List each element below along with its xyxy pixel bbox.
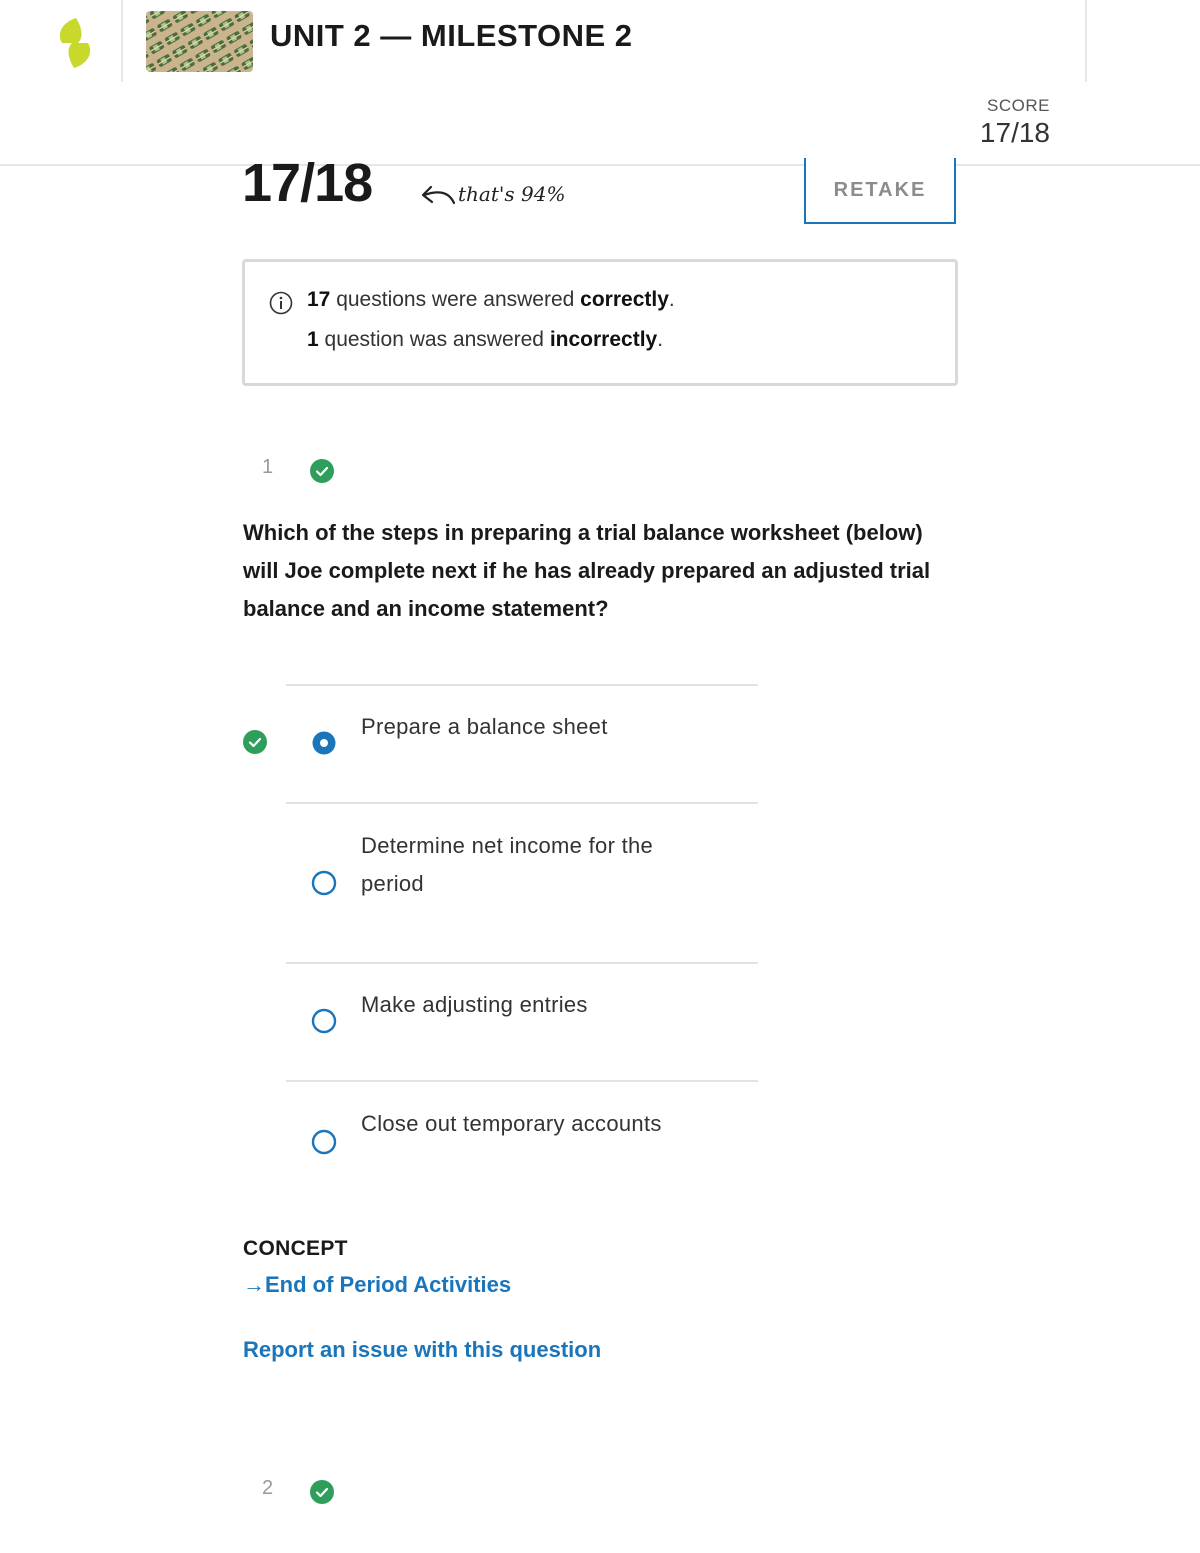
concept-link-text: End of Period Activities xyxy=(265,1272,512,1297)
choice-label[interactable]: Close out temporary accounts xyxy=(361,1111,662,1136)
info-icon xyxy=(269,291,293,315)
incorrect-text: question was answered xyxy=(318,328,550,351)
incorrect-summary xyxy=(307,328,663,352)
report-issue-link[interactable]: Report an issue with this question xyxy=(243,1337,602,1362)
correct-answer-check-icon xyxy=(242,729,268,755)
correct-summary xyxy=(307,288,675,312)
incorrect-word: incorrectly xyxy=(549,328,658,351)
radio-unselected-icon[interactable] xyxy=(311,1129,337,1155)
choice-divider xyxy=(286,802,758,804)
left-arrow-icon xyxy=(420,178,460,214)
big-score: 17/18 xyxy=(242,153,373,213)
question-number: 1 xyxy=(262,456,274,478)
correct-word: correctly xyxy=(580,288,669,311)
score-annotation xyxy=(420,178,570,214)
correct-count: 17 xyxy=(307,288,331,311)
header-divider-right xyxy=(1085,0,1087,82)
app-header xyxy=(0,0,1200,166)
unit-thumbnail xyxy=(146,11,253,72)
correct-check-icon xyxy=(309,1479,335,1505)
unit-title: UNIT 2 — MILESTONE 2 xyxy=(270,18,633,53)
choice-label[interactable]: Make adjusting entries xyxy=(361,992,588,1017)
correct-check-icon xyxy=(309,458,335,484)
score-value: 17/18 xyxy=(979,117,1050,148)
choice-label[interactable]: Prepare a balance sheet xyxy=(361,714,608,739)
arrow-right-icon: → xyxy=(243,1272,265,1297)
choice-divider xyxy=(286,962,758,964)
choice-label[interactable]: Determine net income for the period xyxy=(361,833,654,896)
concept-label: CONCEPT xyxy=(243,1237,348,1260)
radio-unselected-icon[interactable] xyxy=(311,870,337,896)
radio-selected-icon[interactable] xyxy=(311,730,337,756)
choice-divider xyxy=(286,684,758,686)
radio-unselected-icon[interactable] xyxy=(311,1008,337,1034)
annotation-text: that's 94% xyxy=(458,182,566,206)
retake-button[interactable]: RETAKE xyxy=(804,158,956,224)
question-text: Which of the steps in preparing a trial balance worksheet (below) will Joe complete next if he has already prepared an adjusted trial balance and an income statement? xyxy=(243,520,931,621)
question-number: 2 xyxy=(262,1477,274,1499)
incorrect-count: 1 xyxy=(307,328,319,351)
correct-end: . xyxy=(668,288,675,311)
score-label: SCORE xyxy=(987,96,1050,115)
correct-text: questions were answered xyxy=(330,288,581,311)
sophia-logo-icon[interactable] xyxy=(52,16,100,70)
result-summary-box xyxy=(242,259,958,386)
concept-link[interactable] xyxy=(243,1272,511,1298)
header-divider-left xyxy=(121,0,123,82)
choice-divider xyxy=(286,1080,758,1082)
incorrect-end: . xyxy=(657,328,664,351)
